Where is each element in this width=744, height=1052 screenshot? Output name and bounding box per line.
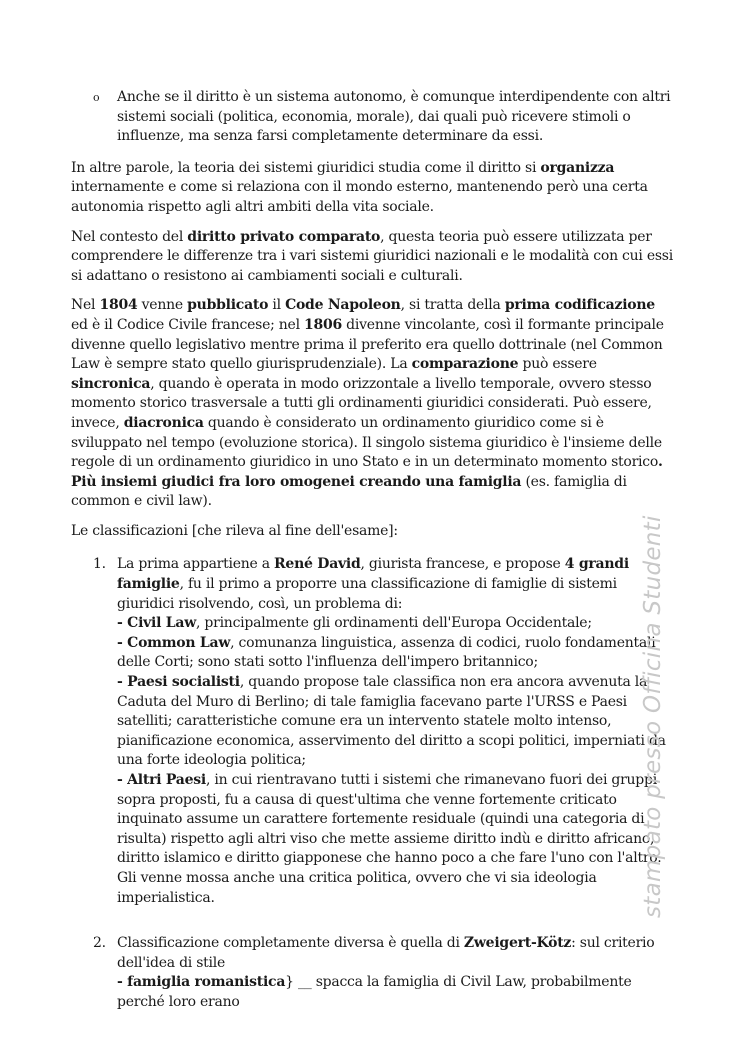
bold-term: organizza bbox=[540, 159, 615, 176]
list-item-zweigert-kotz: 2. Classificazione completamente diversa è quella di Zweigert-Kötz: sul criterio dell'idea di stile - famiglia romanistica} __ spacca la famiglia di Civil Law, probabilmente perché loro erano bbox=[71, 934, 673, 1012]
paragraph-classificazioni: Le classificazioni [che rileva al fine dell'esame]: bbox=[71, 522, 398, 539]
family-common-law: - Common Law, comunanza linguistica, assenza di codici, ruolo fondamentali delle Corti; sono stati sotto l'influenza dell'impero britannico; bbox=[117, 634, 656, 671]
bold-term: . Più insiemi giudici fra loro omogenei creando una famiglia bbox=[71, 454, 663, 490]
bold-term: Zweigert-Kötz bbox=[463, 935, 572, 952]
family-paesi-socialisti: - Paesi socialisti, quando propose tale classifica non era ancora avvenuta la Caduta del Muro di Berlino; di tale famiglia facevano parte l'URSS e Paesi satelliti; caratteristiche comune era un intervento statele molto intenso, pianificazione economica, asservimento del diritto a scopi politici, imperniati da una forte ideologia politica; bbox=[117, 674, 666, 769]
paragraph-diritto-comparato: Nel contesto del diritto privato comparato, questa teoria può essere utilizzata per comprendere le differenze tra i vari sistemi giuridici nazionali e le modalità con cui essi si adattano o resistono ai cambiamenti sociali e culturali. bbox=[71, 228, 673, 284]
bold-term: diritto privato comparato bbox=[187, 228, 381, 245]
bold-term: diacronica bbox=[123, 414, 204, 431]
family-civil-law: - Civil Law, principalmente gli ordinamenti dell'Europa Occidentale; bbox=[117, 615, 592, 632]
paragraph-code-napoleon: Nel 1804 venne pubblicato il Code Napoleon, si tratta della prima codificazione ed è il Codice Civile francese; nel 1806 divenne vincolante, così il formante principale divenne quello legislativo mentre prima il preferito era quello dottrinale (nel Common Law è sempre stato quello giurisprudenziale). La comparazione può essere sincronica, quando è operata in modo orizzontale a livello temporale, ovvero stesso momento storico trasversale a tutti gli ordinamenti giuridici considerati. Può essere, invece, diacronica quando è considerato un ordinamento giuridico come si è sviluppato nel tempo (evoluzione storica). Il singolo sistema giuridico è l'insieme delle regole di un ordinamento giuridico in uno Stato e in un determinato momento storico. Più insiemi giudici fra loro omogenei creando una famiglia (es. famiglia di common e civil law). bbox=[71, 297, 664, 510]
bold-term: prima codificazione bbox=[504, 297, 655, 314]
paragraph-sistemi: In altre parole, la teoria dei sistemi giuridici studia come il diritto si organizza internamente e come si relaziona con il mondo esterno, mantenendo però una certa autonomia rispetto agli altri ambiti della vita sociale. bbox=[71, 159, 648, 215]
bold-term: 4 grandi famiglie bbox=[117, 556, 629, 593]
list-number: 2. bbox=[93, 935, 106, 952]
bold-term: René David bbox=[274, 556, 361, 573]
bullet-item bbox=[71, 88, 673, 147]
list-number: 1. bbox=[93, 556, 106, 573]
watermark: stampato presso Officina Studenti bbox=[640, 515, 666, 918]
famiglia-romanistica: - famiglia romanistica} __ spacca la famiglia di Civil Law, probabilmente perché loro erano bbox=[117, 974, 632, 1010]
bold-term: sincronica bbox=[71, 375, 151, 392]
list-item-david: 1. La prima appartiene a René David, giurista francese, e propose 4 grandi famiglie, fu il primo a proporre una classificazione di famiglie di sistemi giuridici risolvendo, così, un problema di: - Civil Law, principalmente gli ordinamenti dell'Europa Occidentale; - Common Law, comunanza linguistica, assenza di codici, ruolo fondamentali delle Corti; sono stati sotto l'influenza dell'impero britannico; - Paesi socialisti, quando propose tale classifica non era ancora avvenuta la Caduta del Muro di Berlino; di tale famiglia facevano parte l'URSS e Paesi satelliti; caratteristiche comune era un intervento statele molto intenso, pianificazione economica, asservimento del diritto a scopi politici, imperniati da una forte ideologia politica; - Altri Paesi, in cui rientravano tutti i sistemi che rimanevano fuori dei gruppi sopra proposti, fu a causa di quest'ultima che venne fortemente criticato inquinato assume un carattere fortemente residuale (quindi una categoria di risulta) rispetto agli altri viso che mette assieme diritto indù e diritto africano, diritto islamico e diritto giapponese che hanno poco a che fare l'uno con l'altro. Gli venne mossa anche una critica politica, ovvero che vi sia ideologia imperialistica. bbox=[71, 555, 673, 908]
bold-term: 1806 bbox=[304, 316, 342, 333]
bold-term: 1804 bbox=[99, 297, 138, 314]
document-body bbox=[71, 88, 673, 1013]
family-altri-paesi: - Altri Paesi, in cui rientravano tutti i sistemi che rimanevano fuori dei gruppi sopra proposti, fu a causa di quest'ultima che venne fortemente criticato inquinato assume un carattere fortemente residuale (quindi una categoria di risulta) rispetto agli altri viso che mette assieme diritto indù e diritto africano, diritto islamico e diritto giapponese che hanno poco a che fare l'uno con l'altro. Gli venne mossa anche una critica politica, ovvero che vi sia ideologia imperialistica. bbox=[117, 772, 662, 906]
bullet-marker: o bbox=[93, 91, 100, 104]
bold-term: comparazione bbox=[411, 356, 519, 373]
bold-term: Code Napoleon bbox=[285, 297, 401, 314]
bullet-text: Anche se il diritto è un sistema autonomo, è comunque interdipendente con altri sistemi sociali (politica, economia, morale), dai quali può ricevere stimoli o influenze, ma senza farsi completamente determinare da essi. bbox=[117, 89, 671, 145]
bold-term: pubblicato bbox=[187, 297, 269, 314]
